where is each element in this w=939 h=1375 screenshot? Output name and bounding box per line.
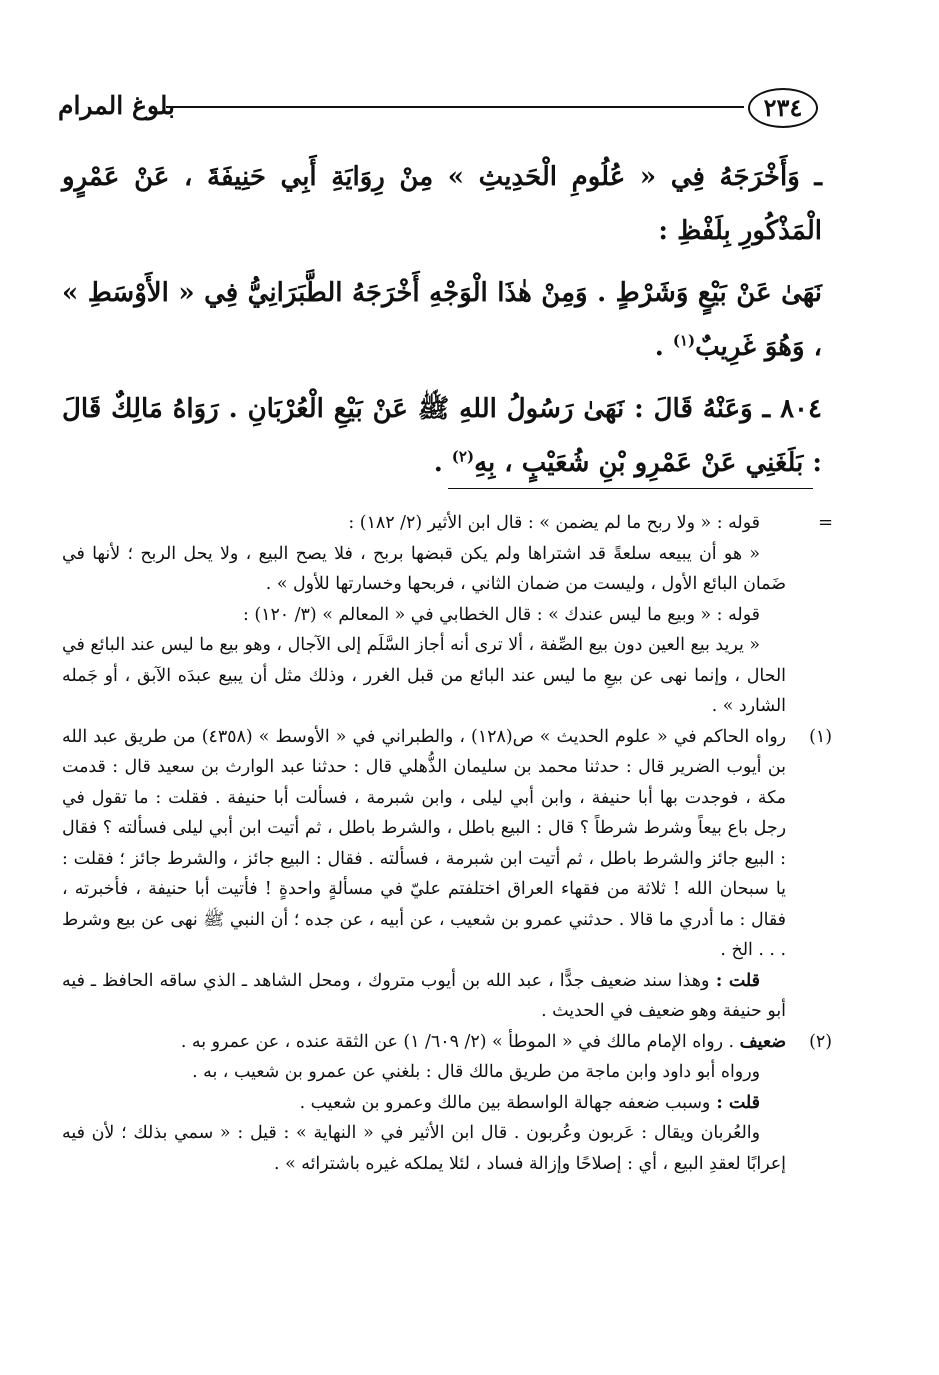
comment-text: وهذا سند ضعيف جدًّا ، عبد الله بن أيوب متروك ، ومحل الشاهد ـ الذي ساقه الحافظ ـ فيه أبو حنيفة وهو ضعيف في الحديث . — [62, 970, 786, 1021]
hadith-804 — [62, 382, 822, 490]
footnote-1-number: (١) — [809, 726, 832, 747]
grading-label: ضعيف — [739, 1031, 786, 1052]
footnote-2-number: (٢) — [809, 1031, 832, 1052]
book-title: بلوغ المرام — [58, 91, 176, 120]
footnote-2-last: والعُربان ويقال : عَربون وعُربون . قال ابن الأثير في « النهاية » : قيل : « سمي بذلك ؛ لأن فيه إعرابًا لعقدِ البيع ، أي : إصلاحًا وإزالة فساد ، لئلا يملكه غيره باشترائه » . — [62, 1123, 786, 1174]
footnote-ref-2[interactable]: (٢) — [451, 447, 475, 466]
footnote-1-comment — [62, 966, 786, 1027]
continuation-marker: = — [818, 512, 834, 533]
page-header — [58, 86, 818, 132]
footnote-line: « يريد بيع العين دون بيع الصِّفة ، ألا ترى أنه أجاز السَّلَم إلى الآجال ، وهو بيع ما ليس عند البائع في الحال ، وإنما نهى عن بيعِ ما ليس عند البائع من قبل الغرر ، وذلك مثل أن يبيع عبدَه الآبق ، أو جَمله الشارد » . — [62, 635, 786, 716]
footnote-1-text: رواه الحاكم في « علوم الحديث » ص(١٢٨) ، والطبراني في « الأوسط » (٤٣٥٨) من طريق عبد الله بن أيوب الضرير قال : حدثنا محمد بن سليمان الذُّهلي قال : حدثنا عبد الوارث بن سعيد قال : قدمت مكة ، فوجدت بها أبا حنيفة ، وابن أبي ليلى ، وابن شبرمة ، فسألت أبا حنيفة . فقلت : ما تقول في رجل باع بيعاً وشرط شرطاً ؟ قال : البيع باطل ، والشرط باطل ، ثم أتيت ابن أبي ليلى فسألته ؟ فقال : البيع جائز والشرط باطل ، ثم أتيت ابن شبرمة ، فسألته . فقال : البيع جائز ، والشرط جائز ؛ فقلت : يا سبحان الله ! ثلاثة من فقهاء العراق اختلفتم عليّ في مسألةٍ واحدةٍ ! فأتيت أبا حنيفة ، فأخبرته ، فقال : ما أدري ما قالا . حدثني عمرو بن شعيب ، عن أبيه ، عن جده ؛ أن النبي ﷺ نهى عن بيع وشرط . . . الخ . — [62, 726, 786, 960]
main-text — [62, 150, 822, 490]
footnote-line: « هو أن يبيعه سلعةً قد اشتراها ولم يكن قبضها بربح ، فلا يصح البيع ، ولا يحل الربح ؛ لأنها في ضَمان البائع الأول ، وليست من ضمان الثاني ، فربحها وخسارتها للأول » . — [62, 543, 786, 594]
main-paragraph-2-end: . — [654, 332, 673, 362]
page-number: ٢٣٤ — [748, 88, 818, 128]
main-paragraph-2-text: نَهَىٰ عَنْ بَيْعٍ وَشَرْطٍ . وَمِنْ هٰذَا الْوَجْهِ أَخْرَجَهُ الطَّبَرَانِيُّ فِي « الأَوْسَطِ » ، وَهُوَ غَرِيبٌ — [62, 278, 822, 362]
footnote-1 — [62, 722, 832, 1027]
main-paragraph-1: ـ وَأَخْرَجَهُ فِي « عُلُومِ الْحَدِيثِ » مِنْ رِوَايَةِ أَبِي حَنِيفَةَ ، عَنْ عَمْرٍو الْمَذْكُورِ بِلَفْظِ : — [62, 162, 822, 246]
footnote-2-body: . رواه الإمام مالك في « الموطأ » (٢/ ٦٠٩/ ١) عن الثقة عنده ، عن عمرو به . — [180, 1031, 740, 1052]
footnote-line: قوله : « ولا ربح ما لم يضمن » : قال ابن الأثير (٢/ ١٨٢) : — [348, 513, 760, 533]
footnote-2-comment — [62, 1088, 786, 1119]
header-rule — [166, 106, 744, 108]
hadith-number: ٨٠٤ ـ — [752, 394, 822, 424]
footnote-line: قوله : « وبيع ما ليس عندك » : قال الخطابي في « المعالم » (٣/ ١٢٠) : — [242, 604, 760, 625]
footnotes — [62, 508, 832, 1179]
footnote-2 — [62, 1027, 832, 1180]
comment-label: قلت : — [709, 970, 760, 991]
hadith-text: وَعَنْهُ قَالَ : نَهَىٰ رَسُولُ اللهِ ﷺ عَنْ بَيْعِ الْعُرْبَانِ . رَوَاهُ مَالِكٌ قَالَ : بَلَغَنِي عَنْ عَمْرِو بْنِ شُعَيْبٍ ، بِهِ — [62, 394, 822, 478]
main-paragraph-2 — [62, 266, 822, 374]
footnote-2-line2: ورواه أبو داود وابن ماجة من طريق مالك قال : بلغني عن عمرو بن شعيب ، به . — [192, 1062, 760, 1082]
hadith-end: . — [433, 448, 452, 478]
comment-text: وسبب ضعفه جهالة الواسطة بين مالك وعمرو بن شعيب . — [299, 1092, 711, 1113]
footnote-2-text — [62, 1027, 786, 1058]
footnote-ref-1[interactable]: (١) — [672, 331, 696, 350]
footnote-separator — [448, 488, 813, 489]
comment-label: قلت : — [710, 1092, 760, 1113]
